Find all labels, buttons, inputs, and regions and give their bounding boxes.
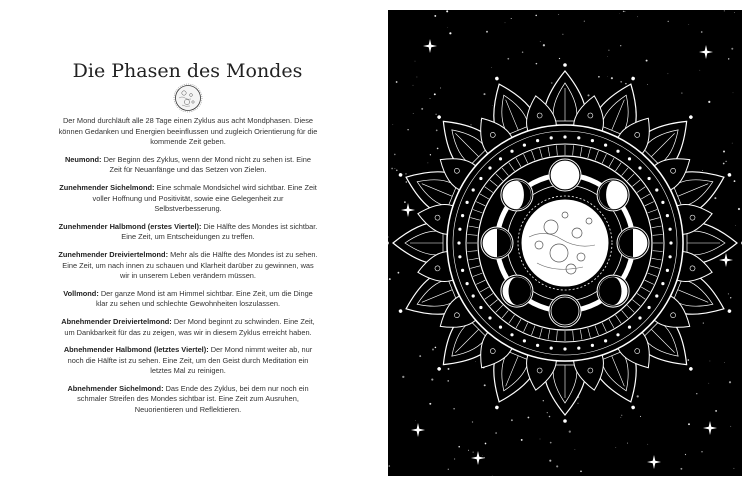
star-dot (458, 446, 460, 448)
star-dot (615, 447, 616, 448)
star-dot (646, 60, 648, 62)
star-dot (732, 143, 733, 144)
star-dot (558, 14, 559, 15)
star-dot (543, 400, 544, 401)
star-dot (734, 180, 736, 182)
ring-dot (458, 255, 461, 258)
star-dot (699, 70, 700, 71)
star-dot (668, 21, 669, 22)
star-dot (689, 24, 690, 25)
star-dot (547, 412, 548, 413)
star-dot (681, 93, 682, 94)
star-dot (620, 45, 621, 46)
star-dot (511, 18, 512, 19)
phase-name: Abnehmender Dreiviertelmond: (61, 316, 172, 326)
star-dot (559, 58, 560, 59)
star-dot (733, 92, 734, 93)
star-dot (733, 468, 734, 469)
ring-dot (523, 144, 526, 147)
page-title: Die Phasen des Mondes (72, 60, 303, 82)
star-dot (647, 84, 648, 85)
ring-dot (550, 347, 553, 350)
star-dot (620, 417, 621, 418)
star-dot (406, 181, 407, 182)
petal-tip-dot (563, 63, 567, 67)
star-dot (522, 51, 523, 52)
star-dot (728, 293, 729, 294)
phase-moon (617, 227, 649, 259)
star-dot (584, 21, 585, 22)
star-dot (448, 368, 450, 370)
phase-moon (597, 179, 629, 211)
ring-dot (461, 214, 464, 217)
ring-dot (499, 157, 502, 160)
star-dot (453, 408, 454, 409)
ring-dot (488, 166, 491, 169)
ring-dot (628, 326, 631, 329)
star-dot (540, 439, 541, 440)
ring-dot (638, 316, 641, 319)
star-dot (730, 426, 731, 427)
ring-dot (661, 201, 664, 204)
ring-dot (669, 255, 672, 258)
star-dot (398, 272, 400, 274)
phase-text: Mehr als die Hälfte des Mondes ist zu sehen. Eine Zeit, um nach innen zu schauen und Klarheit darüber zu gewinnen, was wir in unserem Leben verändern müssen. (62, 249, 318, 281)
star-dot (640, 416, 641, 417)
ring-dot (536, 344, 539, 347)
moon-disc (551, 297, 579, 325)
star-dot (627, 443, 628, 444)
star-dot (535, 15, 537, 17)
ring-dot (655, 294, 658, 297)
phase-vollmond (58, 289, 318, 310)
star-dot (404, 201, 406, 203)
star-dot (449, 32, 451, 34)
ring-dot (523, 339, 526, 342)
moon-phase-mandala (388, 10, 742, 476)
star-dot (419, 355, 421, 357)
star-dot (396, 170, 398, 172)
star-dot (724, 362, 725, 363)
star-dot (703, 323, 704, 324)
star-dot (392, 124, 393, 125)
ring-dot (479, 306, 482, 309)
star-dot (637, 395, 639, 397)
illustration-page (388, 10, 742, 476)
star-dot (738, 208, 740, 210)
star-dot (429, 403, 431, 405)
star-dot (730, 297, 731, 298)
star-dot (473, 452, 474, 453)
star-dot (472, 421, 473, 422)
ring-dot (466, 201, 469, 204)
star-dot (417, 77, 418, 78)
star-dot (447, 380, 449, 382)
star-dot (540, 41, 541, 42)
star-dot (492, 105, 493, 106)
star-dot (701, 31, 703, 33)
star-dot (491, 67, 492, 68)
star-dot (623, 11, 624, 12)
star-dot (389, 278, 391, 280)
star-dot (575, 449, 576, 450)
star-dot (391, 168, 393, 170)
phase-name: Zunehmender Halbmond (erstes Viertel): (58, 221, 202, 231)
phase-neumond (58, 155, 318, 176)
star-dot (436, 130, 438, 132)
star-dot (607, 56, 608, 57)
phase-zunehmender-sichelmond (58, 183, 318, 215)
star-dot (440, 88, 441, 89)
ring-dot (616, 333, 619, 336)
phase-moon (501, 275, 533, 307)
phase-moon (481, 227, 513, 259)
star-dot (486, 31, 488, 33)
star-dot (413, 85, 414, 86)
star-dot (556, 465, 558, 467)
phase-name: Zunehmender Sichelmond: (59, 182, 155, 192)
phase-zunehmender-dreiviertelmond (58, 250, 318, 282)
ring-dot (648, 306, 651, 309)
ring-dot (604, 144, 607, 147)
star-dot (723, 163, 725, 165)
star-dot (448, 469, 449, 470)
star-dot (511, 419, 513, 421)
star-dot (421, 108, 423, 110)
ring-dot (577, 347, 580, 350)
star-dot (402, 376, 404, 378)
star-dot (484, 384, 486, 386)
phase-text: Der Beginn des Zyklus, wenn der Mond nicht zu sehen ist. Eine Zeit für Neuanfänge und das Setzen von Zielen. (103, 154, 312, 175)
phase-name: Zunehmender Dreiviertelmond: (58, 249, 169, 259)
star-dot (447, 27, 448, 28)
star-dot (587, 94, 589, 96)
star-dot (702, 170, 703, 171)
phase-text: Das Ende des Zyklus, bei dem nur noch ein schmaler Streifen des Mondes sichtbar ist. Eine Zeit zum Ausruhen, Neuorientieren und Reflektieren. (77, 383, 309, 415)
star-dot (701, 451, 702, 452)
star-dot (578, 403, 579, 404)
star-dot (715, 410, 717, 412)
star-dot (475, 361, 476, 362)
star-dot (495, 432, 497, 434)
star-dot (446, 10, 448, 12)
phase-name: Vollmond: (63, 288, 99, 298)
ring-dot (666, 214, 669, 217)
star-dot (415, 420, 416, 421)
star-dot (407, 129, 408, 130)
star-dot (637, 16, 638, 17)
star-dot (551, 82, 552, 83)
ring-dot (510, 150, 513, 153)
ring-dot (591, 344, 594, 347)
star-dot (621, 415, 622, 416)
star-dot (429, 98, 430, 99)
star-dot (492, 475, 493, 476)
star-dot (434, 15, 436, 17)
star-dot (395, 168, 396, 169)
star-dot (405, 173, 406, 174)
star-dot (729, 381, 731, 383)
full-moon-icon (173, 83, 203, 113)
star-dot (434, 93, 436, 95)
star-dot (696, 393, 697, 394)
star-dot (598, 76, 600, 78)
star-dot (483, 93, 485, 95)
star-dot (437, 148, 439, 150)
phase-abnehmender-halbmond (58, 345, 318, 377)
ring-dot (669, 241, 672, 244)
star-dot (528, 417, 530, 419)
moon-disc (551, 161, 579, 189)
ring-dot (458, 228, 461, 231)
star-dot (685, 454, 686, 455)
phase-text: Der Mond beginnt zu schwinden. Eine Zeit, um Dankbarkeit für das zu zeigen, was wir in diesem Zyklus erreicht haben. (64, 316, 315, 337)
star-dot (468, 450, 469, 451)
star-dot (569, 430, 571, 432)
star-dot (428, 163, 429, 164)
star-dot (394, 154, 396, 156)
petal-tip-dot (563, 419, 567, 423)
star-dot (724, 10, 725, 11)
ring-dot (591, 139, 594, 142)
ring-dot (638, 166, 641, 169)
text-block (58, 116, 318, 423)
star-dot (485, 443, 487, 445)
star-dot (608, 50, 609, 51)
ring-dot (488, 316, 491, 319)
star-dot (714, 197, 716, 199)
star-dot (543, 44, 545, 46)
ring-dot (655, 188, 658, 191)
ring-dot (461, 269, 464, 272)
star-dot (413, 113, 414, 114)
star-dot (680, 468, 682, 470)
ring-dot (648, 177, 651, 180)
star-dot (708, 383, 709, 384)
ring-dot (472, 294, 475, 297)
star-dot (688, 359, 690, 361)
phase-abnehmender-dreiviertelmond (58, 317, 318, 338)
ring-dot (577, 136, 580, 139)
star-dot (668, 73, 669, 74)
ring-dot (628, 157, 631, 160)
star-dot (648, 444, 649, 445)
star-dot (505, 23, 506, 24)
star-dot (549, 416, 551, 418)
star-dot (470, 124, 471, 125)
ring-dot (457, 241, 460, 244)
star-dot (688, 423, 690, 425)
phase-name: Abnehmender Halbmond (letztes Viertel): (63, 345, 209, 355)
ring-dot (616, 150, 619, 153)
ring-dot (510, 333, 513, 336)
star-dot (430, 154, 431, 155)
star-dot (620, 81, 622, 83)
star-dot (562, 34, 563, 35)
star-dot (710, 361, 711, 362)
star-dot (734, 12, 735, 13)
ring-dot (499, 326, 502, 329)
phase-moon (549, 159, 581, 191)
star-dot (388, 465, 390, 467)
ring-dot (550, 136, 553, 139)
star-dot (435, 347, 437, 349)
star-dot (431, 379, 433, 381)
star-dot (521, 439, 523, 441)
star-dot (735, 225, 736, 226)
star-dot (396, 81, 398, 83)
phase-text: Die Hälfte des Mondes ist sichtbar. Eine Zeit, um Entscheidungen zu treffen. (121, 221, 318, 242)
phase-abnehmender-sichelmond (58, 384, 318, 416)
ring-dot (466, 282, 469, 285)
star-dot (611, 77, 613, 79)
star-dot (731, 48, 733, 50)
phase-moon (501, 179, 533, 211)
star-dot (482, 455, 483, 456)
ring-dot (536, 139, 539, 142)
phase-text: Eine schmale Mondsichel wird sichtbar. Eine Zeit voller Hoffnung und Positivität, sowie eine Gelegenheit zur Selbstverbesserung. (92, 182, 317, 214)
ring-dot (666, 269, 669, 272)
star-dot (625, 83, 627, 85)
star-dot (549, 460, 551, 462)
phase-zunehmender-halbmond (58, 222, 318, 243)
star-dot (435, 114, 436, 115)
star-dot (432, 348, 434, 350)
phase-text: Der Mond nimmt weiter ab, nur noch die Hälfte ist zu sehen. Eine Zeit, um den Geist durch Meditation ein letztes Mal zu reinigen. (67, 345, 313, 376)
star-dot (550, 442, 552, 444)
star-dot (708, 101, 710, 103)
ring-dot (563, 347, 566, 350)
phase-moon (549, 295, 581, 327)
ring-dot (472, 188, 475, 191)
star-dot (619, 13, 620, 14)
star-dot (723, 150, 725, 152)
intro-paragraph: Der Mond durchläuft alle 28 Tage einen Zyklus aus acht Mondphasen. Diese können Gedanken und Energien beeinflussen und zugleich Orientierung für die kommende Zeit geben. (58, 116, 318, 147)
star-dot (507, 58, 509, 60)
star-dot (607, 76, 608, 77)
star-dot (728, 58, 729, 59)
phase-name: Neumond: (64, 154, 102, 164)
ring-dot (479, 177, 482, 180)
phase-text: Der ganze Mond ist am Himmel sichtbar. Eine Zeit, um die Dinge klar zu sehen und schlechte Gewohnheiten loszulassen. (95, 288, 313, 309)
star-dot (454, 459, 455, 460)
ring-dot (661, 282, 664, 285)
star-dot (536, 63, 538, 65)
ring-dot (604, 339, 607, 342)
ring-dot (563, 135, 566, 138)
star-dot (624, 11, 625, 12)
star-dot (580, 470, 582, 472)
star-dot (725, 161, 726, 162)
ring-dot (669, 228, 672, 231)
phase-name: Abnehmender Sichelmond: (67, 383, 164, 393)
phase-moon (597, 275, 629, 307)
star-dot (415, 61, 416, 62)
